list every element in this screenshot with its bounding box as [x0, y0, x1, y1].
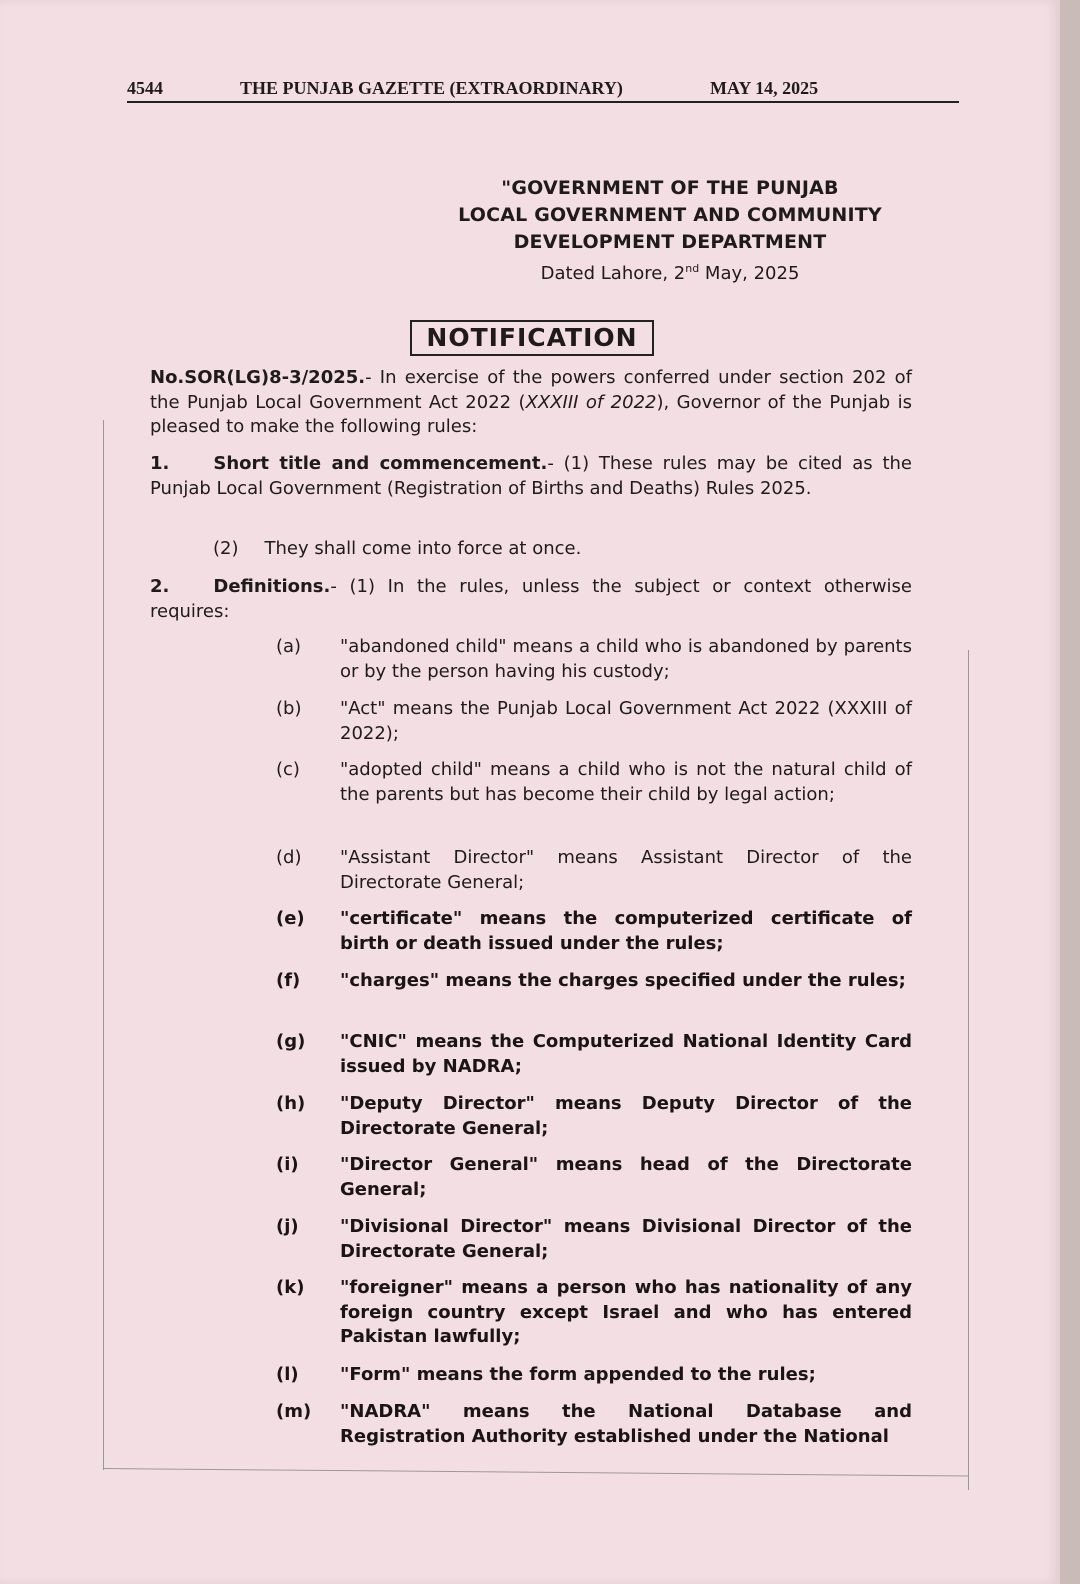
definition-k: (k) "foreigner" means a person who has nationality of any foreign country except Israel and who has entered Pakistan lawfully;	[276, 1277, 912, 1347]
definition-f: (f) "charges" means the charges specified under the rules;	[276, 970, 906, 991]
left-frame-line	[103, 420, 104, 1470]
notification-heading: NOTIFICATION	[410, 320, 654, 356]
gazette-title: THE PUNJAB GAZETTE (EXTRAORDINARY)	[240, 78, 623, 98]
page-edge	[1060, 0, 1080, 1584]
rule-1-sub-2: (2) They shall come into force at once.	[213, 538, 582, 559]
rule-1-title: Short title and commencement.	[213, 453, 548, 474]
notification-intro: No.SOR(LG)8-3/2025.- In exercise of the powers conferred under section 202 of the Punjab Local Government Act 2022 (XXXIII of 2022), Governor of the Punjab is pleased to make the following rules:	[150, 367, 912, 437]
definition-d: (d) "Assistant Director" means Assistant Director of the Directorate General;	[276, 847, 912, 893]
gov-line-3: DEVELOPMENT DEPARTMENT	[513, 231, 827, 253]
definition-a: (a) "abandoned child" means a child who is abandoned by parents or by the person having his custody;	[276, 636, 912, 682]
definition-l: (l) "Form" means the form appended to the rules;	[276, 1364, 816, 1385]
rule-2: 2. Definitions.- (1) In the rules, unless the subject or context otherwise requires:	[150, 576, 912, 622]
rule-1: 1. Short title and commencement.- (1) These rules may be cited as the Punjab Local Government (Registration of Births and Deaths) Rules 2025.	[150, 453, 913, 499]
right-frame-line	[968, 650, 969, 1490]
definition-h: (h) "Deputy Director" means Deputy Director of the Directorate General;	[276, 1093, 912, 1139]
definition-g: (g) "CNIC" means the Computerized National Identity Card issued by NADRA;	[276, 1031, 912, 1077]
page-number: 4544	[127, 78, 163, 98]
definition-j: (j) "Divisional Director" means Divisional Director of the Directorate General;	[276, 1216, 912, 1262]
definition-b: (b) "Act" means the Punjab Local Government Act 2022 (XXXIII of 2022);	[276, 698, 912, 744]
header-rule	[127, 101, 959, 103]
definition-c: (c) "adopted child" means a child who is not the natural child of the parents but has become their child by legal action;	[276, 759, 912, 805]
dated-line: Dated Lahore, 2nd May, 2025	[540, 262, 800, 284]
definition-e: (e) "certificate" means the computerized certificate of birth or death issued under the rules;	[276, 908, 912, 954]
gov-line-1: "GOVERNMENT OF THE PUNJAB	[501, 177, 839, 199]
rule-2-title: Definitions.	[213, 576, 331, 597]
gazette-date: MAY 14, 2025	[710, 78, 819, 98]
bottom-frame-line	[103, 1468, 969, 1477]
notification-number: No.SOR(LG)8-3/2025.	[150, 367, 366, 388]
gov-line-2: LOCAL GOVERNMENT AND COMMUNITY	[458, 204, 882, 226]
definition-i: (i) "Director General" means head of the Directorate General;	[276, 1154, 912, 1200]
definition-m: (m) "NADRA" means the National Database and Registration Authority established under the National	[276, 1401, 912, 1447]
